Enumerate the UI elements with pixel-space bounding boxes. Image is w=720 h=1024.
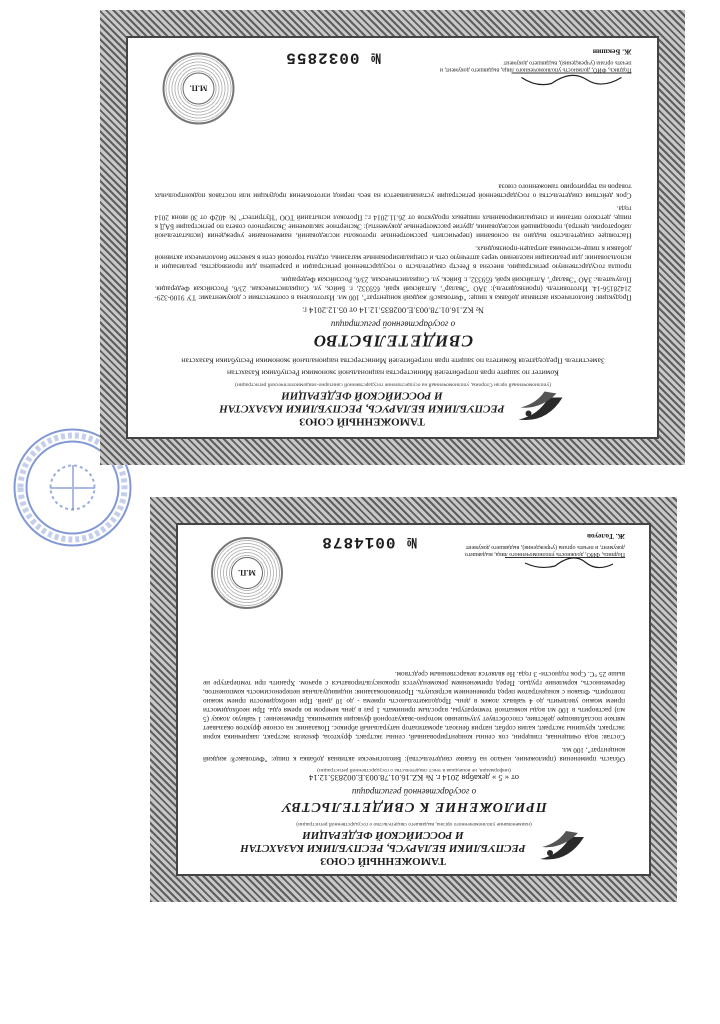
union-line-3: И РОССИЙСКОЙ ФЕДЕРАЦИИ [280,389,443,401]
certificate-content [140,40,645,435]
appendix-signature-note: Подпись, ФИО, должность уполномоченного лица, выдавшего документ, и печать органа (учреждения), выдавшего документ [464,543,625,557]
committee-name: Комитет по защите прав потребителей Министерства национальной экономики Республики Казахстан [226,368,559,377]
appendix-union-title [240,828,525,867]
appendix-seal-area [203,533,283,609]
appendix-union-line-3: И РОССИЙСКОЙ ФЕДЕРАЦИИ [301,828,464,841]
appendix-reg-note: (информация, не вошедшая в текст свидетельства о государственной регистрации) [316,766,511,773]
deputy-title: Заместитель Председателя Комитета по защите прав потребителей Министерства национальной экономики Республики Казахстан [180,356,605,365]
customs-union-logo-icon [535,827,587,867]
customs-union-logo-icon [514,387,566,427]
certificate-header [154,387,631,427]
signature-note: Подпись, ФИО, должность уполномоченного лица, выдавшего документ, и печать органа (учреждения), выдавшего документ [439,59,631,73]
appendix-signature-line [505,557,625,574]
signature-line [511,73,631,90]
certificate-footer [154,48,631,124]
appendix-union-line-1: ТАМОЖЕННЫЙ СОЮЗ [319,854,446,867]
appendix-composition: Состав: вода очищенная, глицерин, сок сенны концентрированный, сенны экстракт, фруктоза, фенхеля экстракт, лакричника корня экстракт, крушины экстракт, калия сорбат, натрия бензоат, ароматизатор натуральный абрикос. Показания: на основе фруктов оказывает мягкое послабляющее действие, способствует улучшению моторно-эвакуаторной функции кишечника. Применение: 1 чайную ложку (5 мл) растворить в 100 мл воды комнатной температуры, взрослым принимать 1 раз в день вечером во время еды. При необходимости прием можно увеличить до 4 чайных ложек в день. Продолжительность приема - до 10 дней. При необходимости прием можно повторить. Флакон с концентратом перед применением встряхнуть. Противопоказания: индивидуальная непереносимость компонентов, беременность, кормление грудью. Перед применением рекомендуется проконсультироваться с врачом. Хранить при температуре не выше 25 °С. Срок годности- 3 года. Не является лекарственным средством. [202,669,625,741]
signer-name: Ж. Бекшин [592,47,631,57]
appendix-reg-line: от « 5 » декабря 2014 г. № KZ.16.01.78.003.E.002835.12.14 [308,772,519,783]
union-title [219,388,504,427]
validity-statement: Срок действия свидетельства о государственной регистрации устанавливается на весь период изготовления продукции или поставок подконтрольных товаров на территорию таможенного союза [154,182,631,199]
product-description: Продукция: Биологически активная добавка к пище: "Фитовакс® жидкий концентрат", 100 мл. Изготовлена в соответствии с документами: ТУ 9100-329-21428156-14. Изготовитель (производитель): ЗАО "Эвалар", Алтайский край, 659332, г. Бийск, ул. Социалистическая, 23/6, Российская Федерация. Получатель: ЗАО "Эвалар", Алтайский край, 659332, г. Бийск, ул. Социалистическая, 23/6, Российская Федерация. [154,275,631,301]
appendix-sheet [150,497,677,902]
signature-scribble-icon [511,74,631,90]
compliance-statement: прошла государственную регистрацию, внесена в Реестр свидетельств о государственной регистрации и разрешена для производства, реализации и использования: для реализации населению через аптечную сеть и специализированные магазины, отделы торговой сети в качестве биологически активной добавки к пище-источника антрацен-производных. [154,244,631,270]
union-line-2: РЕСПУБЛИКИ БЕЛАРУСЬ, РЕСПУБЛИКИ КАЗАХСТАН [218,402,505,414]
authority-note: (уполномоченный орган Стороны, уполномоченный на осуществление государственной санитарно-эпидемиологической регистрации) [234,381,551,387]
appendix-subtitle: о государственной регистрации [351,786,476,797]
seal-area [154,48,234,124]
seal-label: М.П. [182,72,214,104]
official-seal [162,52,234,124]
union-line-1: ТАМОЖЕННЫЙ СОЮЗ [298,415,425,427]
appendix-content [189,525,639,875]
appendix-signature-scribble-icon [505,558,625,574]
appendix-scope: Область применения (приложение, начало на бланке свидетельства): Биологически активная добавка к пище: "Фитовакс® жидкий концентрат", 100 мл. [202,745,625,763]
appendix-footer [203,533,625,609]
appendix-header [203,827,625,867]
signature-block [431,48,631,90]
appendix-authority-note: (наименование уполномоченного органа, выдавшего свидетельство о государственной регистрации) [295,820,532,827]
appendix-union-line-2: РЕСПУБЛИКИ БЕЛАРУСЬ, РЕСПУБЛИКИ КАЗАХСТАН [239,841,526,854]
appendix-signer-name: Ж. Толеуов [586,532,625,541]
appendix-title: ПРИЛОЖЕНИЕ К СВИДЕТЕЛЬСТВУ [280,798,547,814]
appendix-seal-label: М.П. [231,557,263,589]
certificate-sheet [100,10,685,465]
appendix-signature-block [455,533,625,575]
certificate-subtitle: о государственной регистрации [330,319,455,329]
appendix-blank-number: № 0014878 [320,532,417,551]
certificate-body [126,36,659,439]
certificate-title: СВИДЕТЕЛЬСТВО [312,331,473,350]
appendix-body [176,523,651,876]
basis-statement: Настоящее свидетельство выдано на основании (перечислить рассмотренные протоколы исследований, наименование учреждения (испытательной лаборатории, центра), проводившей исследования, другие рассмотренные документы): Экспертное заключение Экспертного совета по регистрации БАД к пище, детского питания и специализированных пищевых продуктов от 26.11.2014 г.; Протокол испытаний ТОО "Нутритест" № 402Ф от 30 июня 2014 года. [154,204,631,239]
blank-number: № 0032855 [284,48,381,66]
registration-number: № KZ.16.01.78.003.E.002835.12.14 от 05.12.2014 г. [301,305,484,315]
appendix-official-seal [211,537,283,609]
